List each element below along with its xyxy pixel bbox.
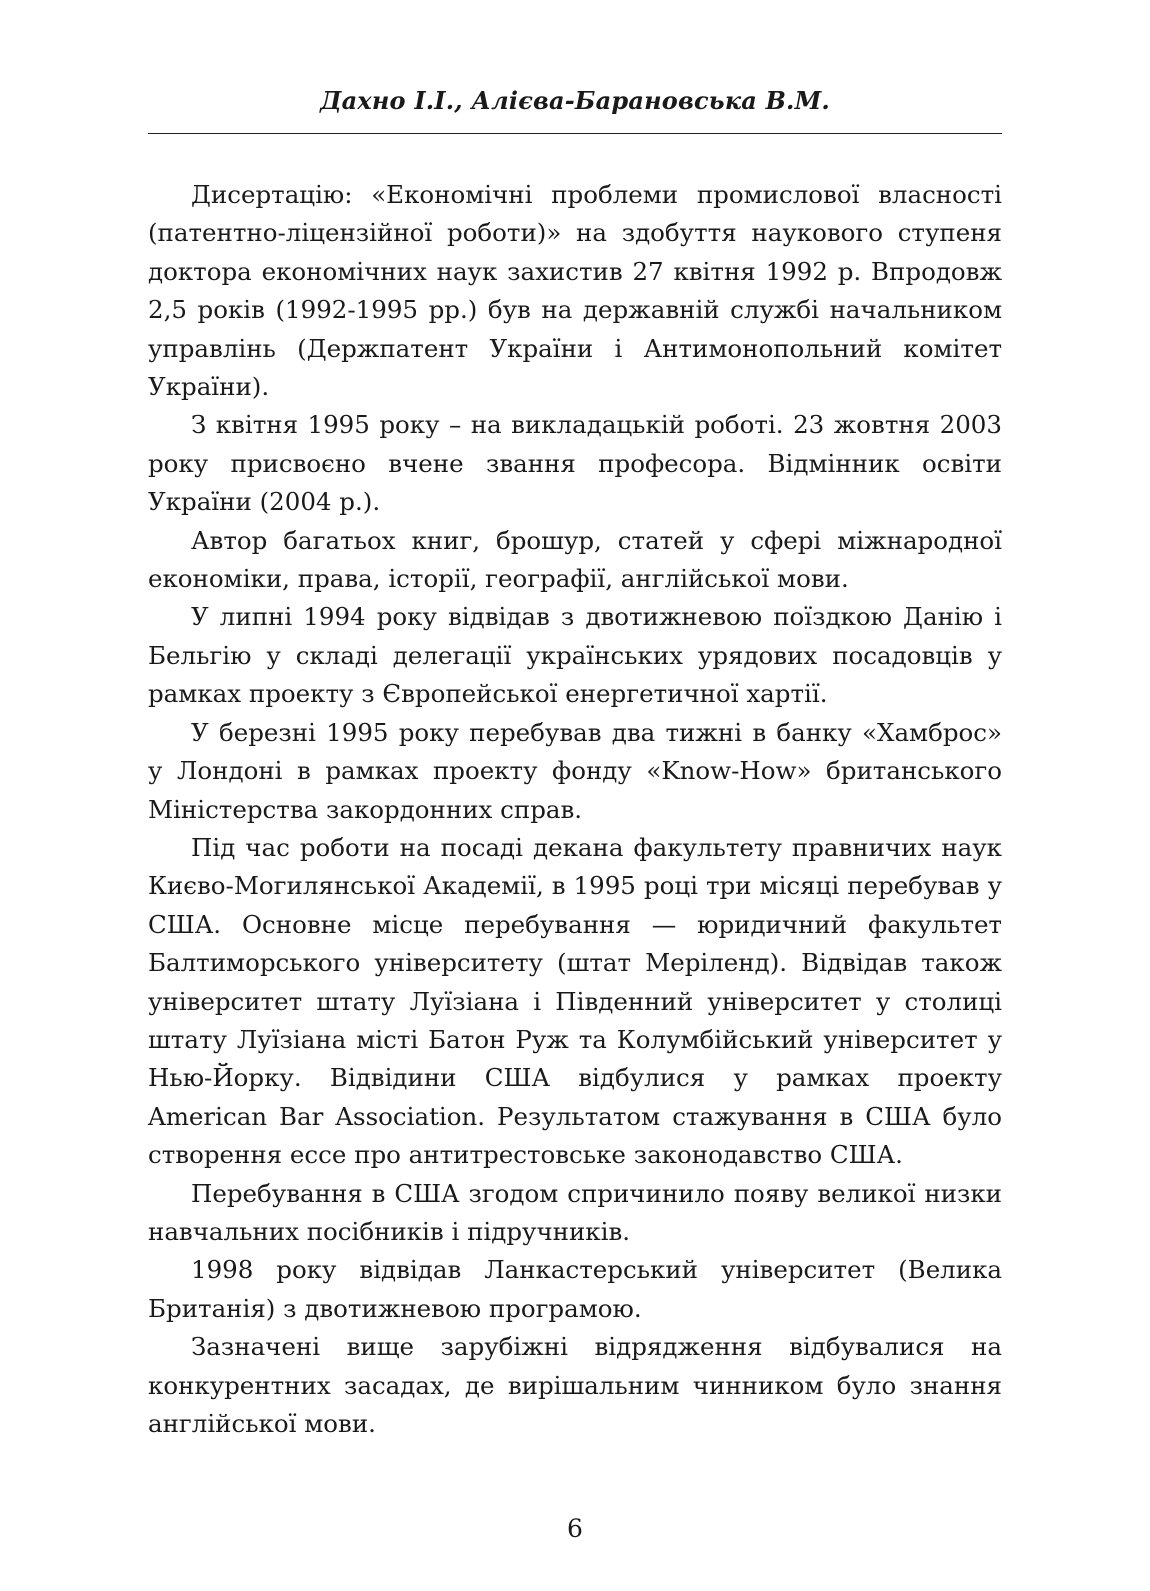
- paragraph: Автор багатьох книг, брошур, статей у сфері міжнародної економіки, права, історії, географії, англійської мови.: [148, 525, 1002, 594]
- paragraph: 1998 року відвідав Ланкастерський університет (Велика Британія) з двотижневою програмою.: [148, 1255, 1002, 1323]
- paragraph: Зазначені вище зарубіжні відрядження відбувалися на конкурентних засадах, де вирішальним чинником було знання англійської мови.: [148, 1332, 1002, 1438]
- paragraph: У липні 1994 року відвідав з двотижневою поїздкою Данію і Бельгію у складі делегації українських урядових посадовців у рамках проекту з Європейської енергетичної хартії.: [148, 602, 1002, 709]
- page-number: 6: [567, 1514, 583, 1543]
- body-text: [148, 176, 1002, 1443]
- paragraph: Дисертацію: «Економічні проблеми промислової власності (патентно-ліцензійної роботи)» на здобуття наукового ступеня доктора економічних наук захистив 27 квітня 1992 р. Впродовж 2,5 років (1992-1995 рр.) був на державній службі начальником управлінь (Держпатент України і Антимонопольний комітет України).: [148, 180, 1002, 402]
- paragraph: Перебування в США згодом спричинило появу великої низки навчальних посібників і підручників.: [148, 1178, 1002, 1246]
- running-head: Дахно І.І., Алієва-Барановська В.М.: [320, 86, 830, 115]
- paragraph: З квітня 1995 року – на викладацькій роботі. 23 жовтня 2003 року присвоєно вчене звання професора. Відмінник освіти України (2004 р.).: [148, 410, 1002, 517]
- paragraph: У березні 1995 року перебував два тижні в банку «Хамброс» у Лондоні в рамках проекту фонду «Know-How» британського Міністерства закордонних справ.: [148, 717, 1002, 824]
- paragraph: Під час роботи на посаді декана факультету правничих наук Києво-Могилянської Академії, в 1995 році три місяці перебував у США. Основне місце перебування — юридичний факультет Балтиморського університету (штат Меріленд). Відвідав також університет штату Луїзіана і Південний університет у столиці штату Луїзіана місті Батон Руж та Колумбійський університет у Нью-Йорку. Відвідини США відбулися у рамках проекту American Bar Association. Результатом стажування в США було створення ессе про антитрестовське законодавство США.: [148, 832, 1002, 1170]
- header-rule: [148, 133, 1002, 134]
